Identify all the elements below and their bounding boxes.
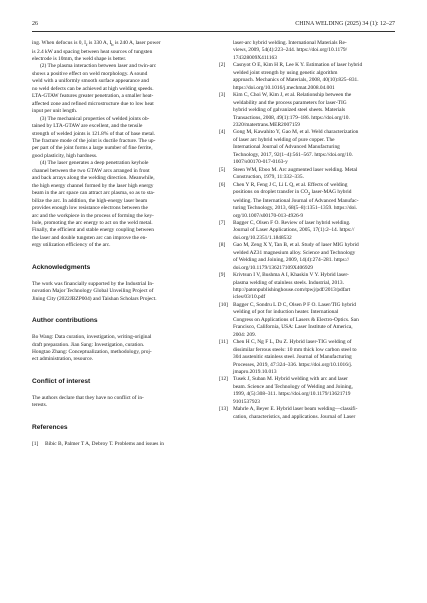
text-line: channel between the two GTAW arcs arranged in front <box>32 167 150 174</box>
text-line: org/10.1007/s00170-013-4926-9 <box>233 212 304 219</box>
reference-item <box>219 242 395 272</box>
header-rule <box>32 31 395 32</box>
text-line: provides enough low resistance electrons between the <box>32 205 148 212</box>
reference-text <box>45 441 208 448</box>
reference-item <box>219 272 395 302</box>
text-line: no weld defects can be achieved at high welding speeds. <box>32 85 154 92</box>
reference-item <box>32 441 208 448</box>
text-line: weldability and the process parameters for laser-TIG <box>233 99 347 106</box>
text-line: good plasticity, high hardness. <box>32 152 98 159</box>
author-contributions-heading: Author contributions <box>32 317 98 325</box>
reference-text <box>233 339 395 376</box>
text-line: welded AZ31 magnesium alloy. Science and Technology <box>233 249 356 256</box>
text-line: novation Major Technology Global Unveiling Project of <box>32 288 154 295</box>
text-line: Congress on Applications of Lasers & Electro-Optics. San <box>233 316 359 323</box>
reference-item <box>219 62 395 92</box>
text-line: is 2.4 kW and spacing between heat sources of tungsten <box>32 48 153 55</box>
reference-continuation <box>219 40 395 62</box>
reference-number: [13] <box>219 406 228 413</box>
text-line: Tusek J, Suban M. Hybrid welding with arc and laser <box>233 376 348 383</box>
text-line: Steen WM, Eboo M. Arc augmented laser welding. Metal <box>233 166 358 173</box>
text-line: The work was financially supported by the Industrial In- <box>32 280 154 287</box>
text-line: dissimilar ferrous steels: 10 mm thick low carbon steel to <box>233 346 357 353</box>
reference-item <box>219 220 395 242</box>
page-number: 26 <box>32 21 38 27</box>
conflict-of-interest-heading: Conflict of interest <box>32 377 91 385</box>
text-line: Casnyot O E, Kim H R, Lee K Y. Estimation of laser hybrid <box>233 62 363 69</box>
left-column <box>32 40 208 448</box>
conclusion-paragraph <box>32 116 208 161</box>
reference-item <box>219 92 395 129</box>
text-line: Jining City (2022JBZP004) and Taishan Scholars Project. <box>32 295 157 302</box>
text-line: The authors declare that they have no conflict of in- <box>32 394 144 401</box>
text-line: bilize the arc. In addition, the high-energy laser beam <box>32 197 148 204</box>
text-line: Chen Y R, Feng J C, Li L Q, et al. Effects of welding <box>233 181 348 188</box>
reference-text <box>233 272 395 302</box>
acknowledgments-text <box>32 281 208 303</box>
text-line: shows a positive effect on weld morphology. A sound <box>32 70 148 77</box>
text-line: International Journal of Advanced Manufacturing <box>233 144 340 151</box>
text-line: the high energy channel formed by the laser high energy <box>32 182 154 189</box>
text-line: approach. Mechanics of Materials, 2008, 40(10):825–831. <box>233 77 359 84</box>
reference-item <box>219 129 395 166</box>
reference-number: [4] <box>219 129 226 136</box>
reference-number: [12] <box>219 376 228 383</box>
text-line: Mahrle A, Beyer E. Hybrid laser beam welding—classifi- <box>233 406 358 413</box>
text-line: 304 austenitic stainless steel. Journal of Manufacturing <box>233 354 352 361</box>
text-line: laser-arc hybrid welding. International Materials Re- <box>233 40 347 46</box>
text-line: Technology, 2017, 92(1–4):561–567. https://doi.org/10. <box>233 151 353 158</box>
text-line: https://doi.org/10.1016/j.mechmat.2008.04.001 <box>233 84 335 91</box>
reference-number: [5] <box>219 166 226 173</box>
text-line: (4) The laser generates a deep penetration keyhole <box>40 160 149 167</box>
reference-text <box>233 242 395 272</box>
text-line: http://patonpublishinghouse.com/tpwj/pdf/2013/pdfart <box>233 287 351 294</box>
text-line: welding of pot for induction heater. International <box>233 309 339 316</box>
text-line: 9101537923 <box>233 398 260 405</box>
text-line: hole, promoting the arc energy to act on the weld metal. <box>32 219 153 226</box>
text-line: Hongtao Zhang: Conceptualization, methodology, proj- <box>32 349 152 356</box>
references-heading: References <box>32 423 68 431</box>
text-line: Chen H C, Ng F L, Du Z. Hybrid laser-TIG welding of <box>233 339 352 346</box>
reference-item <box>219 182 395 220</box>
text-line: strength of welded joints is 121.8% of that of base metal. <box>32 130 156 137</box>
text-line: of laser arc hybrid welding of pure copper. The <box>233 136 335 143</box>
text-line: input per unit length. <box>32 108 78 115</box>
reference-text <box>233 129 395 166</box>
text-line: ect administration, resource. <box>32 356 94 363</box>
text-line: weld with a uniformly smooth surface appearance and <box>32 78 149 85</box>
right-column <box>219 40 395 421</box>
text-line: jmapro.2019.10.013 <box>233 369 277 376</box>
text-line: Bagger C, Sondru L D C, Olsen P F O. Laser/TIG hybrid <box>233 301 356 308</box>
journal-citation: CHINA WELDING (2025) 34 (1): 12–27 <box>295 21 395 27</box>
text-line: of Welding and Joining, 2009, 14(4):274–281. https:// <box>233 257 350 264</box>
reference-item <box>219 167 395 182</box>
text-line: Bagger C, Olsen F O. Review of laser hybrid welding. <box>233 219 351 226</box>
reference-number: [11] <box>219 339 228 346</box>
text-line: Processes, 2019, 47:324–336. https://doi.org/10.1016/j. <box>233 361 353 368</box>
text-line: tained by LTA-GTAW are excellent, and the tensile <box>32 123 143 130</box>
reference-number: [2] <box>219 62 226 69</box>
reference-item <box>219 376 395 406</box>
text-line: per part of the joint forms a large number of fine ferrite, <box>32 145 153 152</box>
text-line: arc and the workpiece in the process of forming the key- <box>32 212 154 219</box>
text-line: (3) The mechanical properties of welded joints ob- <box>40 115 150 122</box>
reference-text <box>233 167 395 182</box>
reference-number: [8] <box>219 242 226 249</box>
conclusion-paragraph <box>32 63 208 115</box>
text-line: 2004: 209. <box>233 331 257 338</box>
text-line: 174328009X411163 <box>233 54 277 61</box>
text-line: 1007/s00170-017-0163-y <box>233 159 288 166</box>
reference-text <box>233 62 395 92</box>
text-line: Krivtsun I V, Bushma A I, Khaskin V Y. Hybrid laser- <box>233 272 349 279</box>
text-line: Bo Wang: Data curation, investigation, writing-original <box>32 334 152 341</box>
text-line: turing Technology, 2013, 68(5–8):1351–1359. https://doi. <box>233 205 358 212</box>
text-line: draft preparation. Jian Sang: Investigation, curation. <box>32 341 145 348</box>
text-line: electrode is 10mm, the weld shape is better. <box>32 55 127 62</box>
text-line: welded joint strength by using genetic algorithm <box>233 69 338 76</box>
text-line: ing. When defocus is 0, $I_f$ is 330 A, $I_b$ is 240 A, laser power <box>32 40 161 48</box>
reference-text <box>233 376 395 406</box>
text-line: Transactions, 2008, 49(1):179–186. https://doi.org/10. <box>233 114 350 121</box>
conflict-of-interest-text <box>32 395 208 410</box>
text-line: hybrid welding of galvanized steel sheets. Materials <box>233 107 346 114</box>
text-line: Journal of Laser Applications, 2005, 17(1):2–14. https:// <box>233 227 355 234</box>
reference-number: [10] <box>219 301 228 308</box>
text-line: 1999, 4(5):308–311. https://doi.org/10.1179/13621719 <box>233 391 351 398</box>
text-line: Construction, 1979, 11:332–335. <box>233 174 304 181</box>
reference-item <box>219 302 395 339</box>
text-line: doi.org/10.1179/136217109X406929 <box>233 264 313 271</box>
reference-number: [1] <box>32 440 39 447</box>
conclusion-paragraph <box>32 160 208 249</box>
text-line: Finally, the efficient and stable energy coupling between <box>32 227 154 234</box>
acknowledgments-heading: Acknowledgments <box>32 263 91 271</box>
text-line: welding. The International Journal of Advanced Manufac- <box>233 197 359 204</box>
text-line: and back arrays along the welding direction. Meanwhile, <box>32 175 155 182</box>
reference-text <box>233 406 395 421</box>
reference-item <box>219 339 395 376</box>
text-line: cation, characteristics, and applications. Journal of Laser <box>233 413 356 420</box>
text-line: LTA-GTAW features greater penetration, a smaller heat- <box>32 93 154 100</box>
reference-item <box>219 406 395 421</box>
text-line: Francisco, California, USA: Laser Institute of America, <box>233 324 353 331</box>
reference-number: [9] <box>219 272 226 279</box>
reference-number: [3] <box>219 92 226 99</box>
text-line: (2) The plasma interaction between laser and twin-arc <box>40 63 157 70</box>
text-line: The fracture mode of the joint is ductile fracture. The up- <box>32 137 156 144</box>
text-line: the laser and double tungsten arc can improve the en- <box>32 234 148 241</box>
text-line: icles/03/10.pdf <box>233 294 266 301</box>
reference-number: [7] <box>219 219 226 226</box>
text-line: doi.org/10.2351/1.1848532 <box>233 234 292 241</box>
text-line: terests. <box>32 402 48 409</box>
text-line: positions on droplet transfer in $CO_2$ laser-MAG hybrid <box>233 189 352 197</box>
conclusion-continuation <box>32 40 208 63</box>
reference-text <box>233 220 395 242</box>
reference-text <box>233 302 395 339</box>
reference-text <box>233 92 395 129</box>
text-line: Gong M, Kawahito Y, Gao M, et al. Weld characterization <box>233 129 359 136</box>
reference-number: [6] <box>219 181 226 188</box>
text-line: beam in the arc space can attract arc plasma, so as to sta- <box>32 190 155 197</box>
reference-text <box>233 182 395 220</box>
text-line: 2320/matertrans.MER2007159 <box>233 121 300 128</box>
author-contributions-text <box>32 334 208 364</box>
text-line: plasma welding of stainless steels. Industrial, 2013. <box>233 279 344 286</box>
text-line: Kim C, Choi W, Kim J, et al. Relationship between the <box>233 92 352 99</box>
text-line: ergy utilization efficiency of the arc. <box>32 242 111 249</box>
text-line: Bibic B, Palmer T A, Debroy T. Problems and issues in <box>45 440 164 447</box>
page-header <box>32 18 395 30</box>
text-line: beam. Science and Technology of Welding and Joining, <box>233 383 353 390</box>
text-line: views, 2009, 54(4):223–244. https://doi.org/10.1179/ <box>233 47 348 54</box>
text-line: Gao M, Zeng X Y, Tan B, et al. Study of laser MIG hybrid <box>233 242 359 249</box>
text-line: affected zone and refined microstructure due to low heat <box>32 100 154 107</box>
